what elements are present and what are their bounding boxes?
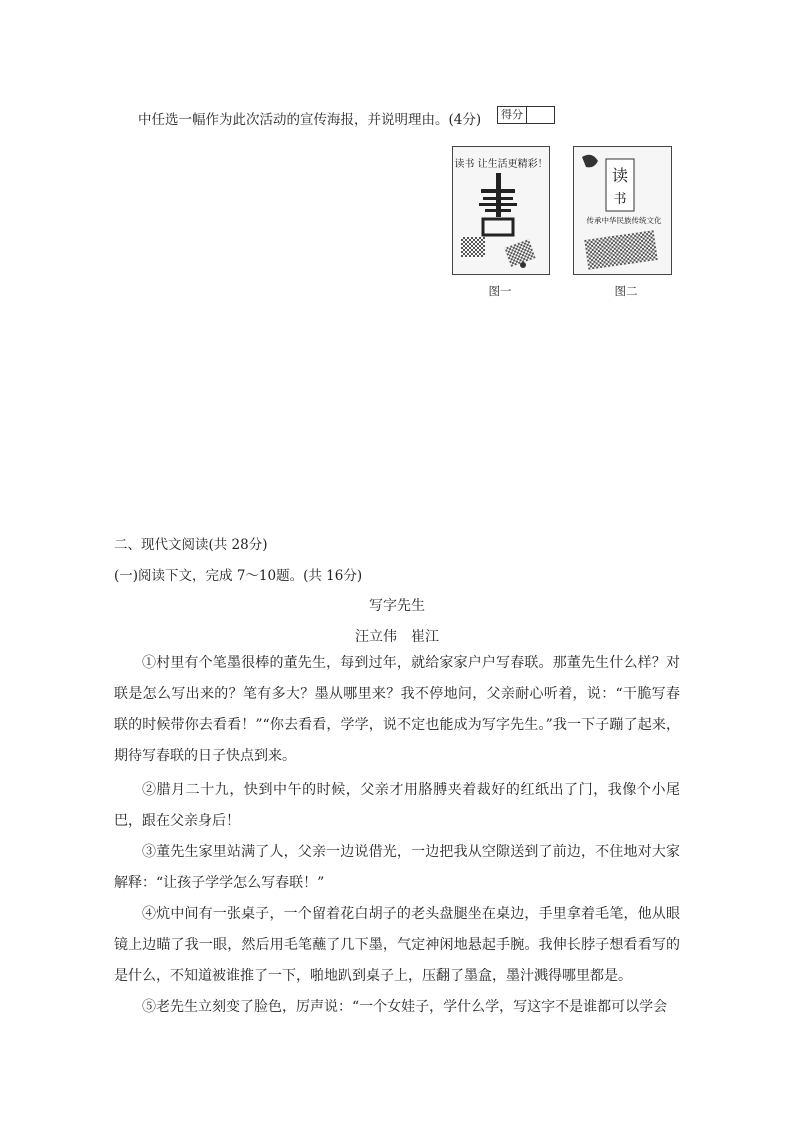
score-label: 得分 <box>498 107 527 123</box>
poster-2-artwork <box>574 147 671 274</box>
article-paragraph-3 <box>114 837 680 899</box>
poster-2-caption: 图二 <box>614 284 638 298</box>
poster-1-artwork <box>453 147 549 274</box>
paragraph-5-text: ⑤老先生立刻变了脸色，厉声说：“一个女娃子，学什么学，写这字不是谁都可以学会 <box>142 999 668 1015</box>
section-heading: 二、现代文阅读(共 28分) <box>114 537 268 553</box>
poster-2-title-char-2: 书 <box>613 192 627 207</box>
section-subheading: (一)阅读下文，完成 7～10题。(共 16分) <box>114 568 363 584</box>
article-authors: 汪立伟 崔江 <box>355 629 439 645</box>
poster-2-title-char-1: 读 <box>611 166 629 185</box>
article-paragraph-1 <box>114 648 680 772</box>
article-paragraph-5 <box>114 992 680 1023</box>
article-title: 写字先生 <box>369 598 425 614</box>
poster-figure-2 <box>573 146 672 275</box>
question-prompt: 中任选一幅作为此次活动的宣传海报，并说明理由。(4分) <box>138 112 482 128</box>
paragraph-1-text: ①村里有个笔墨很棒的董先生，每到过年，就给家家户户写春联。那董先生什么样？对联是怎么写出来的？笔有多大？墨从哪里来？我不停地问，父亲耐心听着，说：“干脆写春联的时候带你去看看！”“你去看看，学学，说不定也能成为写字先生。”我一下子蹦了起来，期待写春联的日子快点到来。 <box>114 655 680 764</box>
score-box[interactable] <box>497 106 555 124</box>
article-paragraph-2 <box>114 775 680 837</box>
paragraph-4-text: ④炕中间有一张桌子，一个留着花白胡子的老头盘腿坐在桌边，手里拿着毛笔，他从眼镜上边瞄了我一眼，然后用毛笔蘸了几下墨，气定神闲地悬起手腕。我伸长脖子想看看写的是什么，不知道被谁推了一下，啪地趴到桌子上，压翻了墨盒，墨汁溅得哪里都是。 <box>114 906 680 984</box>
paragraph-2-text: ②腊月二十九，快到中午的时候，父亲才用胳膊夹着裁好的红纸出了门，我像个小尾巴，跟在父亲身后！ <box>114 782 680 829</box>
paragraph-3-text: ③董先生家里站满了人，父亲一边说借光，一边把我从空隙送到了前边，不住地对大家解释：“让孩子学学怎么写春联！” <box>114 844 680 891</box>
poster-1-caption: 图一 <box>488 284 512 298</box>
article-paragraph-4 <box>114 899 680 992</box>
poster-2-slogan: 传承中华民族传统文化 <box>586 216 662 225</box>
poster-figure-1 <box>452 146 550 275</box>
score-field[interactable] <box>527 107 554 123</box>
poster-1-slogan: 读书 让生活更精彩！ <box>454 159 548 170</box>
